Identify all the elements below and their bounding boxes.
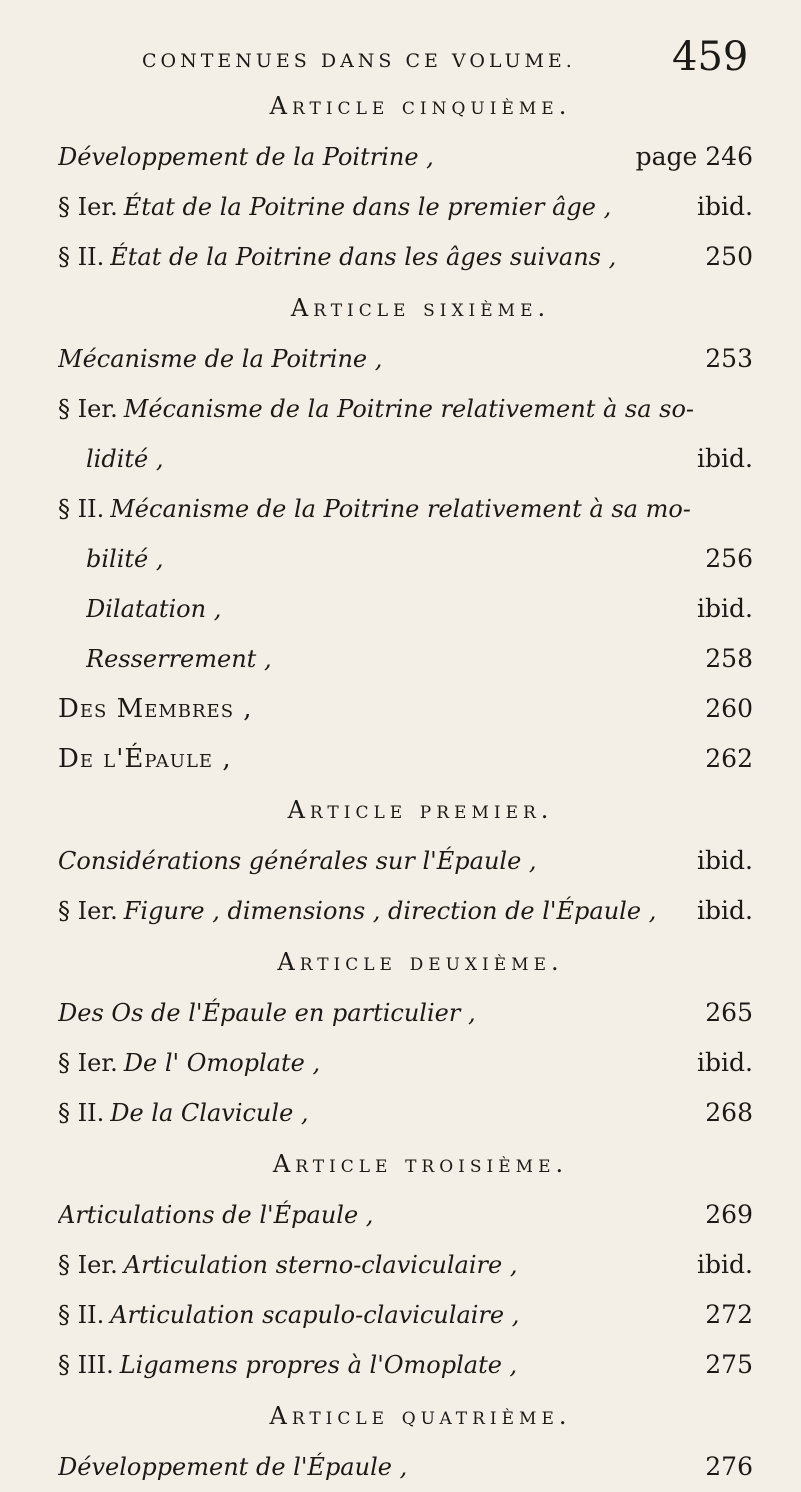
article-heading: Article deuxième. (277, 948, 564, 976)
page-reference: 265 (705, 998, 753, 1027)
entry-title: Articulation scapulo-claviculaire , (110, 1301, 520, 1329)
toc-entry (0, 634, 801, 684)
entry-title: Développement de la Poitrine , (58, 143, 434, 171)
page-reference: page 246 (635, 142, 753, 171)
entry-title: lidité , (86, 445, 164, 473)
toc-entry (0, 1340, 801, 1390)
section-number: § II. (58, 243, 105, 271)
entry-title: Des Membres , (58, 694, 253, 724)
article-heading: Article premier. (287, 796, 554, 824)
entry-title: Mécanisme de la Poitrine relativement à sa mo- (110, 495, 691, 523)
entry-title: bilité , (86, 545, 164, 573)
toc-entry (0, 534, 801, 584)
article-heading: Article quatrième. (269, 1402, 572, 1430)
page-reference: 260 (705, 694, 753, 723)
toc-entry (0, 988, 801, 1038)
entry-title: Considérations générales sur l'Épaule , (58, 847, 537, 875)
page-reference: 268 (705, 1098, 753, 1127)
page-reference: ibid. (697, 896, 753, 925)
section-number: § Ier. (58, 1251, 118, 1279)
page-reference: 256 (705, 544, 753, 573)
toc-entry (0, 182, 801, 232)
table-of-contents (0, 80, 801, 1492)
toc-entry (0, 232, 801, 282)
entry-title: Mécanisme de la Poitrine relativement à sa so- (123, 395, 695, 423)
entry-title: Développement de l'Épaule , (58, 1453, 408, 1481)
article-heading: Article sixième. (290, 294, 551, 322)
entry-title: Dilatation , (86, 595, 222, 623)
toc-entry (0, 1240, 801, 1290)
toc-entry (0, 886, 801, 936)
article-heading: Article cinquième. (269, 92, 572, 120)
toc-entry (0, 684, 801, 734)
toc-entry (0, 1088, 801, 1138)
entry-title: État de la Poitrine dans le premier âge , (123, 193, 612, 221)
article-heading: Article troisième. (272, 1150, 569, 1178)
page-reference: 272 (705, 1300, 753, 1329)
entry-title: Articulation sterno-claviculaire , (123, 1251, 518, 1279)
section-number: § II. (58, 1099, 105, 1127)
entry-title: Figure , dimensions , direction de l'Épaule , (123, 897, 657, 925)
toc-entry (0, 434, 801, 484)
page-reference: 269 (705, 1200, 753, 1229)
running-head: CONTENUES DANS CE VOLUME. (142, 50, 576, 72)
toc-entry (0, 484, 801, 534)
page-number: 459 (672, 34, 749, 80)
page-reference: ibid. (697, 444, 753, 473)
entry-title: Ligamens propres à l'Omoplate , (119, 1351, 518, 1379)
toc-entry (0, 584, 801, 634)
page-reference: ibid. (697, 1250, 753, 1279)
page-reference: 250 (705, 242, 753, 271)
section-number: § Ier. (58, 897, 118, 925)
toc-entry (0, 836, 801, 886)
entry-title: De l'Épaule , (58, 744, 232, 774)
section-number: § Ier. (58, 1049, 118, 1077)
page-reference: 258 (705, 644, 753, 673)
entry-title: Des Os de l'Épaule en particulier , (58, 999, 476, 1027)
toc-entry (0, 334, 801, 384)
page-reference: ibid. (697, 192, 753, 221)
page-reference: ibid. (697, 846, 753, 875)
page-reference: 262 (705, 744, 753, 773)
page-reference: 275 (705, 1350, 753, 1379)
section-number: § III. (58, 1351, 114, 1379)
entry-title: Articulations de l'Épaule , (58, 1201, 374, 1229)
toc-entry (0, 384, 801, 434)
page-reference: ibid. (697, 594, 753, 623)
section-number: § Ier. (58, 395, 118, 423)
toc-entry (0, 132, 801, 182)
page-reference: 276 (705, 1452, 753, 1481)
toc-entry (0, 734, 801, 784)
entry-title: État de la Poitrine dans les âges suivans , (110, 243, 617, 271)
page-reference: 253 (705, 344, 753, 373)
section-number: § Ier. (58, 193, 118, 221)
entry-title: Mécanisme de la Poitrine , (58, 345, 383, 373)
page-reference: ibid. (697, 1048, 753, 1077)
entry-title: Resserrement , (86, 645, 272, 673)
section-number: § II. (58, 495, 105, 523)
toc-entry (0, 1038, 801, 1088)
entry-title: De l' Omoplate , (123, 1049, 321, 1077)
toc-entry (0, 1290, 801, 1340)
toc-entry (0, 1190, 801, 1240)
toc-entry (0, 1442, 801, 1492)
section-number: § II. (58, 1301, 105, 1329)
entry-title: De la Clavicule , (110, 1099, 309, 1127)
